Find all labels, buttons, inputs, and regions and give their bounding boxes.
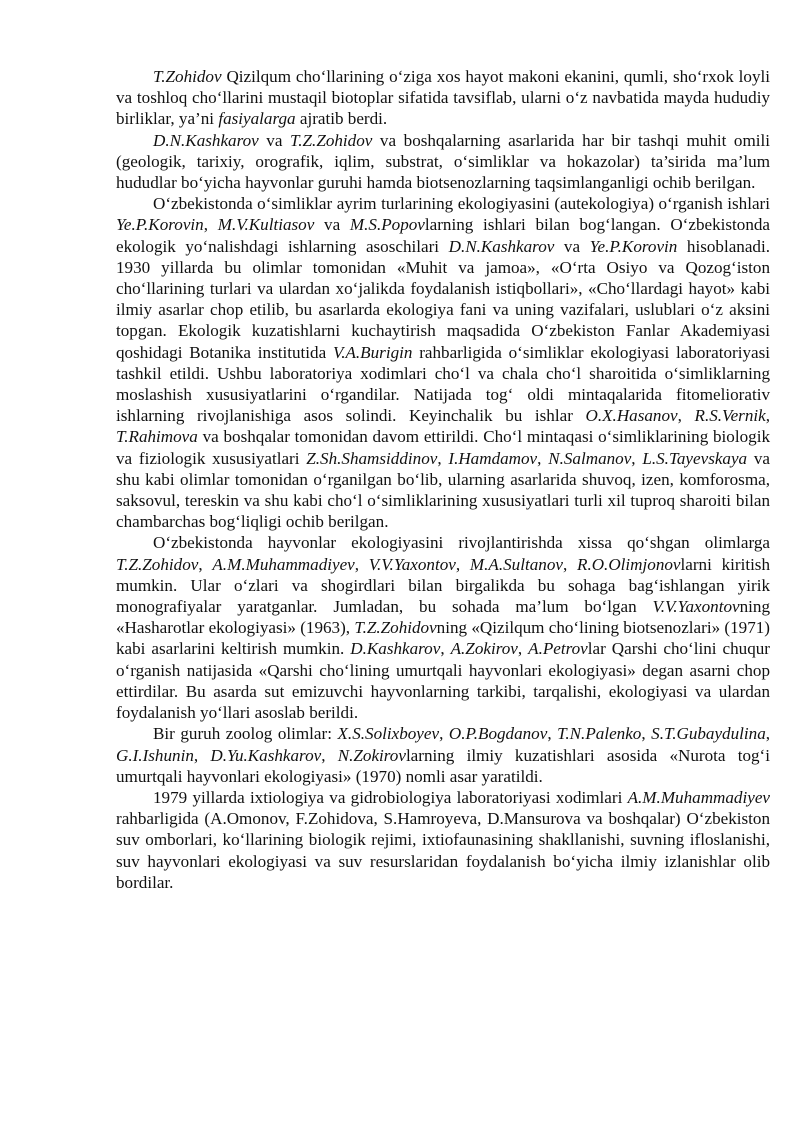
author-name: L.S.Tayevskaya (642, 448, 748, 468)
text-run: , (677, 406, 695, 426)
text-run: , (203, 215, 218, 235)
text-run: hisoblanadi. 1930 yillarda bu olimlar tomonidan «Muhit va jamoa», «O‘rta Osiyo va Qozog‘iston cho‘llarining turlari va ulardan xo‘jalikda foydalanish istiqbollari», «Cho‘llardagi hayot» kabi ilmiy asarlar chop etilib, bu asarlarda ekologiya fani va uning vazifalari, uslublari o‘z aksini topgan. Ekologik kuzatishlarni kuchaytirish maqsadida O‘zbekiston Fanlar Akademiyasi qoshidagi Botanika institutida (116, 236, 770, 362)
paragraph-zohidov-qizilqum (116, 66, 770, 130)
text-run: , (437, 448, 449, 468)
text-run: va (554, 236, 590, 256)
author-name: M.S.Popov (349, 215, 425, 235)
paragraph-plant-ecology (116, 193, 770, 532)
author-name: O.P.Bogdanov (448, 724, 548, 744)
text-run: larning ishlari bilan bog‘langan. O‘zbekistonda ekologik yo‘nalishdagi ishlarning asoschilari (116, 215, 770, 256)
author-name: N.Salmanov (548, 448, 632, 468)
author-name: Ye.P.Korovin (116, 215, 204, 235)
text-run: va shu kabi olimlar tomonidan o‘rganilgan bo‘lib, ularning asarlarida shuvoq, izen, komforosma, saksovul, tereskin va shu kabi cho‘l o‘simliklarining xususiyatlari turli xil tuproq sharoiti bilan chambarchas bog‘liqligi ochib berilgan. (116, 448, 771, 532)
text-run: ajratib berdi. (295, 109, 388, 129)
text-run: va boshqalar tomonidan davom ettirildi. Cho‘l mintaqasi o‘simliklarining biologik va fiziologik xususiyatlari (116, 427, 770, 468)
author-name: G.I.Ishunin (116, 745, 194, 765)
author-name: O.X.Hasanov (585, 406, 678, 426)
author-name: T.Zohidov (153, 67, 222, 86)
text-run: , (354, 554, 369, 574)
author-name: R.O.Olimjonov (577, 554, 681, 574)
text-run: , (198, 554, 213, 574)
text-run: , (517, 639, 529, 659)
text-run: , (193, 745, 211, 765)
text-run: va (258, 130, 291, 150)
text-run: ning «Qizilqum cho‘lining biotsenozlari» (1971) kabi asarlarini keltirish mumkin. (116, 618, 770, 659)
text-run: rahbarligida o‘simliklar ekologiyasi laboratoriyasi tashkil etildi. Ushbu laboratoriya xodimlari cho‘l va chala cho‘l sharoitida o‘simliklarning moslashish xususiyatlarini o‘rgandilar. Natijada tog‘ oldi mintaqalarida fitomeliorativ ishlarning rivojlanishiga asos solindi. Keyinchalik bu ishlar (116, 342, 770, 426)
author-name: V.A.Burigin (332, 342, 413, 362)
text-run: 1979 yillarda ixtiologiya va gidrobiologiya laboratoriyasi xodimlari (153, 787, 628, 807)
paragraph-zoologists (116, 723, 770, 787)
author-name: T.Z.Zohidov (354, 618, 437, 638)
author-name: Z.Sh.Shamsiddinov (306, 448, 438, 468)
author-name: D.N.Kashkarov (153, 130, 259, 150)
text-run: lar Qarshi cho‘lini chuqur o‘rganish natijasida «Qarshi cho‘lining umurtqali hayvonlari ekologiyasi» degan asarni chop ettirdilar. Bu asarda sut emizuvchi hayvonlarning tarkibi, tarqalishi, ekologiyasi va ulardan foydalanish yo‘llari asoslab berildi. (116, 639, 770, 723)
text-run: Bir guruh zoolog olimlar: (153, 724, 338, 744)
text-run: O‘zbekistonda hayvonlar ekologiyasini rivojlantirishda xissa qo‘shgan olimlarga (153, 533, 770, 553)
text-run: larni kiritish mumkin. Ular o‘zlari va shogirdlari bilan birgalikda bu sohaga bag‘ishlangan yirik monografiyalar yaratganlar. Jumladan, bu sohada ma’lum bo‘lgan (116, 554, 771, 617)
text-run: , (562, 554, 577, 574)
author-name: V.V.Yaxontov (368, 554, 456, 574)
author-name: R.S.Vernik (694, 406, 766, 426)
author-name: D.N.Kashkarov (448, 236, 555, 256)
author-name: N.Zokirov (337, 745, 406, 765)
author-name: T.Rahimova (116, 427, 198, 447)
text-run: O‘zbekistonda o‘simliklar ayrim turlarining ekologiyasini (autekologiya) o‘rganish ishlari (153, 194, 770, 214)
author-name: fasiyalarga (218, 109, 296, 129)
author-name: D.Kashkarov (350, 639, 441, 659)
author-name: A.Zokirov (450, 639, 518, 659)
text-run: va boshqalarning asarlarida har bir tashqi muhit omili (geologik, tarixiy, orografik, iqlim, substrat, o‘simliklar va hokazolar) ta’sirida ma’lum hududlar bo‘yicha hayvonlar guruhi hamda biotsenozlarning taqsimlanganligi ochib berilgan. (116, 130, 770, 193)
author-name: S.T.Gubaydulina (651, 724, 766, 744)
document-page (116, 66, 770, 893)
author-name: X.S.Solixboyev (337, 724, 440, 744)
author-name: A.Petrov (528, 639, 588, 659)
text-run: , (455, 554, 470, 574)
author-name: D.Yu.Kashkarov (210, 745, 322, 765)
paragraph-animal-ecology (116, 532, 770, 723)
author-name: A.M.Muhammadiyev (627, 787, 770, 807)
text-run: larning ilmiy kuzatishlari asosida «Nurota tog‘i umurtqali hayvonlari ekologiyasi» (1970) nomli asar yaratildi. (116, 745, 770, 786)
text-run: va (314, 215, 350, 235)
author-name: M.V.Kultiasov (217, 215, 315, 235)
author-name: T.Z.Zohidov (116, 554, 199, 574)
author-name: T.N.Palenko (557, 724, 642, 744)
author-name: A.M.Muhammadiyev (212, 554, 355, 574)
text-run: rahbarligida (A.Omonov, F.Zohidova, S.Hamroyeva, D.Mansurova va boshqalar) O‘zbekiston suv omborlari, ko‘llarining biologik rejimi, ixtiofaunasining shakllanishi, suvning ifloslanishi, suv hayvonlari ekologiyasi va suv resurslaridan foydalanish bo‘yicha ilmiy izlanishlar olib bordilar. (116, 809, 770, 892)
text-run: , (765, 406, 770, 426)
text-run: , (547, 724, 558, 744)
author-name: M.A.Sultanov (469, 554, 563, 574)
text-run: Qizilqum cho‘llarining o‘ziga xos hayot makoni ekanini, qumli, sho‘rxok loyli va toshloq cho‘llarini mustaqil biotoplar sifatida tavsiflab, ularni o‘z navbatida mayda hududiy birliklar, ya’ni (116, 67, 770, 129)
paragraph-kashkarov-factors (116, 130, 770, 194)
text-run: , (440, 639, 451, 659)
author-name: Ye.P.Korovin (589, 236, 678, 256)
text-run: , (765, 724, 771, 744)
text-run: , (439, 724, 449, 744)
text-run: , (631, 448, 643, 468)
text-run: , (321, 745, 338, 765)
text-run: ning «Hasharotlar ekologiyasi» (1963), (116, 597, 770, 638)
paragraph-ichthyology (116, 787, 770, 893)
author-name: I.Hamdamov (448, 448, 538, 468)
author-name: T.Z.Zohidov (290, 130, 373, 150)
text-run: , (537, 448, 549, 468)
author-name: V.V.Yaxontov (652, 597, 740, 617)
text-run: , (641, 724, 652, 744)
